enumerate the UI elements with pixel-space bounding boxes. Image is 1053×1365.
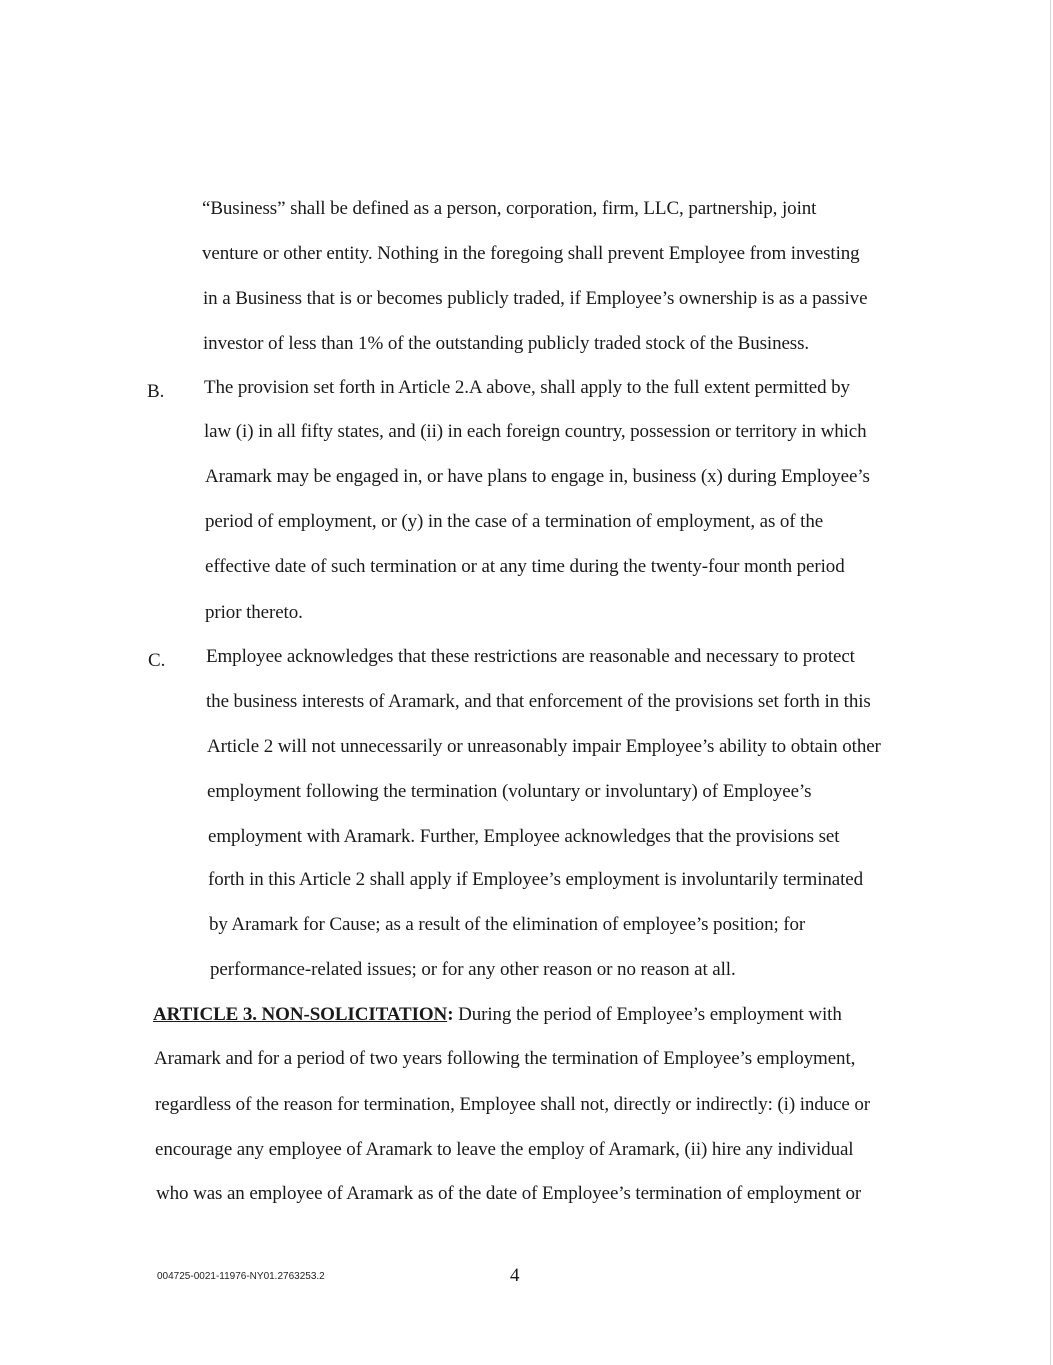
article-3-heading: ARTICLE 3. NON-SOLICITATION [153,1004,448,1025]
text-line: employment following the termination (voluntary or involuntary) of Employee’s [207,781,812,802]
text-line: Article 2 will not unnecessarily or unreasonably impair Employee’s ability to obtain other [207,736,881,757]
scan-edge-divider [1050,0,1051,1365]
text-line: forth in this Article 2 shall apply if Employee’s employment is involuntarily terminated [208,869,864,890]
text-line: Aramark may be engaged in, or have plans to engage in, business (x) during Employee’s [205,466,870,487]
paragraph-marker-b: B. [147,381,165,402]
text-line: investor of less than 1% of the outstanding publicly traded stock of the Business. [203,333,810,354]
text-line: “Business” shall be defined as a person, corporation, firm, LLC, partnership, joint [202,198,817,219]
text-line: in a Business that is or becomes publicly traded, if Employee’s ownership is as a passive [203,288,868,309]
article-3-heading-colon: : [447,1004,454,1025]
text-line: who was an employee of Aramark as of the date of Employee’s termination of employment or [156,1183,862,1204]
text-line: employment with Aramark. Further, Employee acknowledges that the provisions set [208,826,840,847]
text-line: prior thereto. [205,602,303,623]
text-line: period of employment, or (y) in the case of a termination of employment, as of the [205,511,824,532]
text-line: Aramark and for a period of two years following the termination of Employee’s employment, [154,1048,856,1069]
article-3-first-line [153,1003,842,1027]
article-3-first-line-text: During the period of Employee’s employment with [453,1004,842,1025]
text-line: Employee acknowledges that these restrictions are reasonable and necessary to protect [206,646,855,667]
text-line: encourage any employee of Aramark to leave the employ of Aramark, (ii) hire any individual [155,1139,854,1160]
text-line: the business interests of Aramark, and that enforcement of the provisions set forth in this [206,691,871,712]
text-line: The provision set forth in Article 2.A above, shall apply to the full extent permitted by [204,377,850,398]
text-line: by Aramark for Cause; as a result of the elimination of employee’s position; for [209,914,806,935]
text-line: law (i) in all fifty states, and (ii) in each foreign country, possession or territory in which [204,421,867,442]
text-line: performance-related issues; or for any other reason or no reason at all. [210,959,736,980]
text-line: effective date of such termination or at any time during the twenty-four month period [205,556,845,577]
text-line: venture or other entity. Nothing in the foregoing shall prevent Employee from investing [202,243,860,264]
document-id: 004725-0021-11976-NY01.2763253.2 [157,1271,325,1282]
paragraph-marker-c: C. [148,650,166,671]
text-line: regardless of the reason for termination, Employee shall not, directly or indirectly: (i) induce or [155,1094,871,1115]
page-number: 4 [510,1265,520,1286]
